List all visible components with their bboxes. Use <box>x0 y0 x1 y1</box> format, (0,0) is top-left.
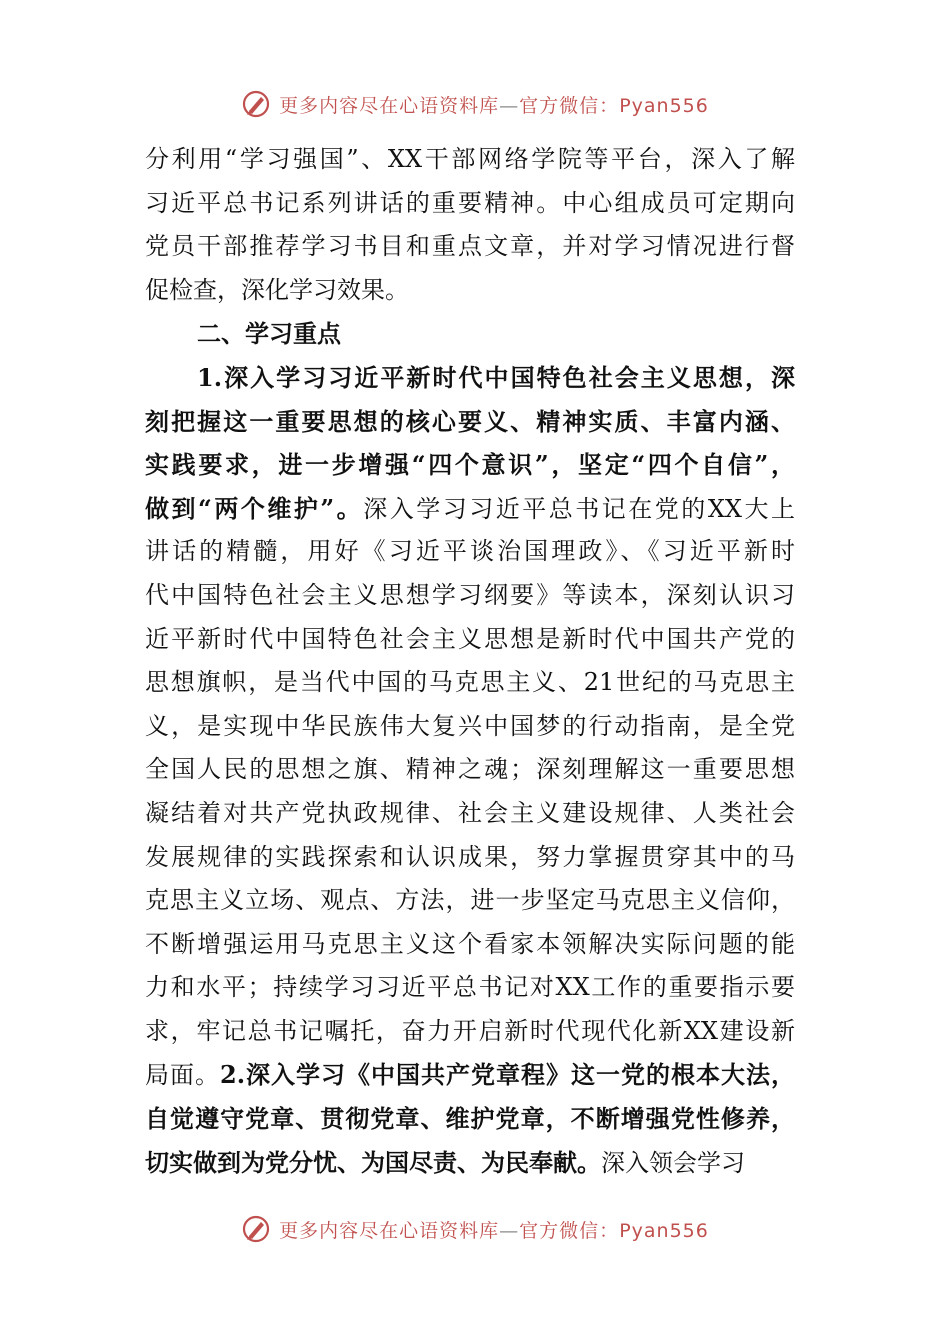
bold-text: 自觉遵守党章、贯彻党章、维护党章，不断增强党性修养， <box>145 1104 795 1134</box>
body-text: 深入领会学习 <box>601 1148 745 1177</box>
body-text: 局面。 <box>145 1061 220 1090</box>
bold-text: 实践要求，进一步增强“四个意识”，坚定“四个自信”， <box>145 450 795 480</box>
text-line <box>145 1097 795 1141</box>
body-text: 思想旗帜，是当代中国的马克思主义、21世纪的马克思主 <box>145 668 795 697</box>
text-line <box>145 1010 795 1054</box>
bold-text: 做到“两个维护”。 <box>145 493 364 523</box>
text-line <box>145 443 795 487</box>
pen-seal-icon <box>241 1214 271 1244</box>
body-text: 促检查，深化学习效果。 <box>145 275 409 304</box>
text-line <box>145 879 795 923</box>
bold-text: 二、学习重点 <box>197 319 341 349</box>
body-text: 义，是实现中华民族伟大复兴中国梦的行动指南，是全党 <box>145 711 795 740</box>
text-line <box>145 487 795 531</box>
text-line <box>145 530 795 574</box>
text-line <box>145 836 795 880</box>
text-line <box>145 661 795 705</box>
text-line <box>145 618 795 662</box>
body-text: 分利用“学习强国”、XX干部网络学院等平台，深入了解 <box>145 145 795 173</box>
text-line <box>145 356 795 400</box>
section-heading <box>145 312 795 356</box>
text-line <box>145 400 795 444</box>
banner-text: 更多内容尽在心语资料库—官方微信：Pyan556 <box>279 1219 709 1242</box>
body-text: 凝结着对共产党执政规律、社会主义建设规律、人类社会 <box>145 798 795 827</box>
watermark-banner-bottom <box>0 1207 950 1251</box>
banner-text: 更多内容尽在心语资料库—官方微信：Pyan556 <box>279 94 709 117</box>
body-text: 近平新时代中国特色社会主义思想是新时代中国共产党的 <box>145 624 795 653</box>
body-text: 讲话的精髓，用好《习近平谈治国理政》、《习近平新时 <box>145 537 795 566</box>
text-line <box>145 269 795 313</box>
watermark-banner-top <box>0 82 950 126</box>
body-text: 代中国特色社会主义思想学习纲要》等读本，深刻认识习 <box>145 580 795 609</box>
text-line <box>145 792 795 836</box>
text-line <box>145 182 795 226</box>
bold-text: 2.深入学习《中国共产党章程》这一党的根本大法， <box>220 1060 795 1090</box>
text-line <box>145 748 795 792</box>
body-text: 深入学习习近平总书记在党的XX大上 <box>363 494 796 523</box>
bold-text: 1.深入学习习近平新时代中国特色社会主义思想，深 <box>197 362 795 392</box>
body-text: 不断增强运用马克思主义这个看家本领解决实际问题的能 <box>145 929 795 958</box>
bold-text: 刻把握这一重要思想的核心要义、精神实质、丰富内涵、 <box>145 406 795 436</box>
body-text: 求，牢记总书记嘱托，奋力开启新时代现代化新XX建设新 <box>145 1016 795 1045</box>
body-text: 党员干部推荐学习书目和重点文章，并对学习情况进行督 <box>145 232 795 261</box>
body-text: 全国人民的思想之旗、精神之魂；深刻理解这一重要思想 <box>145 755 795 784</box>
text-line <box>145 225 795 269</box>
body-text: 习近平总书记系列讲话的重要精神。中心组成员可定期向 <box>145 188 795 217</box>
document-body <box>145 138 795 1184</box>
body-text: 克思主义立场、观点、方法，进一步坚定马克思主义信仰， <box>145 886 795 915</box>
pen-seal-icon <box>241 89 271 119</box>
body-text: 力和水平；持续学习习近平总书记对XX工作的重要指示要 <box>145 973 795 1002</box>
text-line <box>145 1053 795 1097</box>
text-line <box>145 1141 795 1185</box>
text-line <box>145 923 795 967</box>
text-line <box>145 138 795 182</box>
text-line <box>145 705 795 749</box>
text-line <box>145 966 795 1010</box>
bold-text: 切实做到为党分忧、为国尽责、为民奉献。 <box>145 1147 601 1177</box>
body-text: 发展规律的实践探索和认识成果，努力掌握贯穿其中的马 <box>145 842 795 871</box>
text-line <box>145 574 795 618</box>
